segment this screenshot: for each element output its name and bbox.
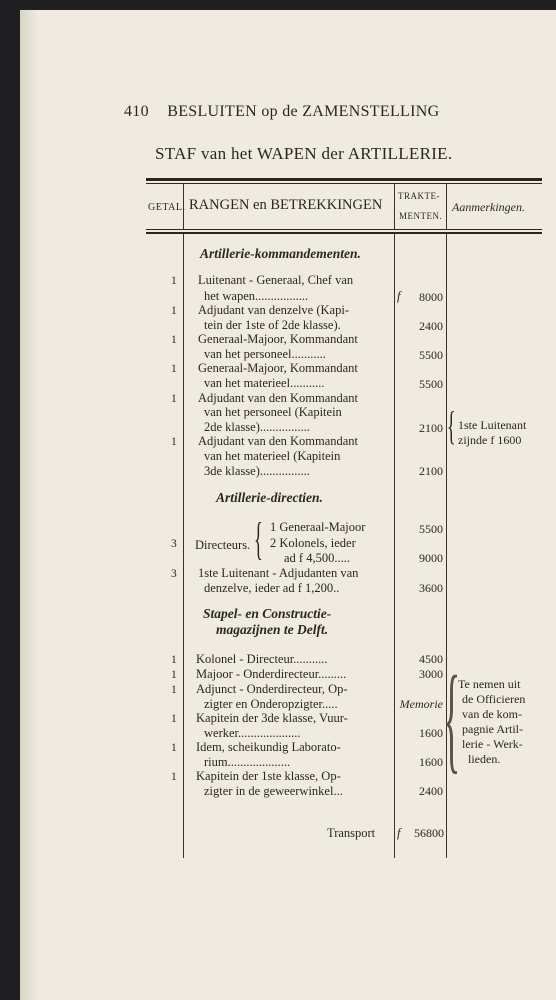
row-text: tein der 1ste of 2de klasse). — [204, 318, 341, 332]
row-text: Adjudant van den Kommandant — [198, 434, 359, 448]
salary-amount: 2100 — [419, 421, 443, 435]
row-text: van het materieel........... — [204, 376, 325, 390]
row-text: denzelve, ieder ad f 1,200.. — [204, 581, 340, 595]
column-header-salary-1: TRAKTE- — [398, 191, 440, 201]
column-header-ranks: RANGEN en BETREKKINGEN — [189, 197, 383, 213]
col-divider-3-head — [446, 184, 447, 229]
column-header-remarks: Aanmerkingen. — [452, 200, 525, 214]
row-text: Majoor - Onderdirecteur......... — [196, 667, 347, 681]
row-count: 1 — [171, 275, 177, 287]
row-text: Adjudant van den Kommandant — [198, 391, 359, 405]
row-text: Kapitein der 3de klasse, Vuur- — [196, 711, 348, 725]
salary-amount: 5500 — [419, 377, 443, 391]
row-count: 3 — [171, 538, 177, 550]
row-brace: { — [254, 513, 263, 564]
transport-label: Transport — [327, 826, 376, 840]
row-text: Kapitein der 1ste klasse, Op- — [196, 769, 341, 783]
row-text: Adjudant van denzelve (Kapi- — [198, 303, 349, 317]
remark-text: de Officieren — [462, 692, 526, 706]
row-count: 1 — [171, 393, 177, 405]
section-heading: magazijnen te Delft. — [216, 622, 329, 637]
table-title: STAF van het WAPEN der ARTILLERIE. — [155, 144, 453, 163]
header-rule-thin — [146, 229, 542, 230]
row-count: 1 — [171, 654, 177, 666]
row-text: 1 Generaal-Majoor — [270, 520, 366, 534]
row-count: 1 — [171, 436, 177, 448]
row-text: Generaal-Majoor, Kommandant — [198, 361, 358, 375]
top-rule-thick — [146, 178, 542, 181]
remark-text: 1ste Luitenant — [458, 418, 527, 432]
row-text: Adjunct - Onderdirecteur, Op- — [196, 682, 348, 696]
remark-text: van de kom- — [462, 707, 522, 721]
running-title: BESLUITEN op de ZAMENSTELLING — [167, 103, 440, 120]
salary-amount: 9000 — [419, 551, 443, 565]
remark-text: zijnde f 1600 — [458, 433, 522, 447]
salary-amount: 8000 — [419, 290, 443, 304]
col-divider-2-head — [394, 184, 395, 229]
row-count: 1 — [171, 684, 177, 696]
section-heading: Stapel- en Constructie- — [203, 606, 332, 621]
transport-amount: 56800 — [414, 826, 444, 840]
salary-amount: Memorie — [399, 697, 443, 711]
row-count: 1 — [171, 713, 177, 725]
row-text: werker.................... — [204, 726, 301, 740]
row-text: 2 Kolonels, ieder — [270, 536, 356, 550]
remark-text: pagnie Artil- — [462, 722, 523, 736]
note-brace: { — [443, 651, 461, 784]
row-count: 1 — [171, 771, 177, 783]
remark-text: Te nemen uit — [458, 677, 521, 691]
row-text: Kolonel - Directeur........... — [196, 652, 328, 666]
salary-amount: 2400 — [419, 784, 443, 798]
row-text: het wapen................. — [204, 289, 309, 303]
row-text: rium.................... — [204, 755, 291, 769]
currency-prefix: f — [397, 826, 401, 840]
row-text: zigter in de geweerwinkel... — [204, 784, 343, 798]
salary-amount: 2400 — [419, 319, 443, 333]
row-text: Idem, scheikundig Laborato- — [196, 740, 341, 754]
row-text: ad f 4,500..... — [284, 551, 350, 565]
salary-amount: 5500 — [419, 522, 443, 536]
remark-text: lieden. — [468, 752, 501, 766]
salary-amount: 2100 — [419, 464, 443, 478]
row-count: 1 — [171, 334, 177, 346]
top-rule-thin — [146, 183, 542, 184]
column-header-count: GETAL. — [148, 202, 186, 213]
header-rule-thick — [146, 232, 542, 234]
row-count: 1 — [171, 363, 177, 375]
row-text: 2de klasse)................ — [204, 420, 310, 434]
salary-amount: 4500 — [419, 652, 443, 666]
row-label: Directeurs. — [195, 538, 251, 552]
row-count: 3 — [171, 568, 177, 580]
row-count: 1 — [171, 742, 177, 754]
salary-amount: 3000 — [419, 667, 443, 681]
row-text: van het materieel (Kapitein — [204, 449, 341, 463]
salary-amount: 1600 — [419, 755, 443, 769]
row-count: 1 — [171, 305, 177, 317]
currency-prefix: f — [397, 289, 401, 303]
note-brace: { — [447, 403, 456, 448]
salary-amount: 1600 — [419, 726, 443, 740]
row-text: Generaal-Majoor, Kommandant — [198, 332, 358, 346]
salary-amount: 3600 — [419, 581, 443, 595]
section-heading: Artillerie-kommandementen. — [200, 246, 361, 261]
remark-text: lerie - Werk- — [462, 737, 523, 751]
row-text: van het personeel (Kapitein — [204, 405, 342, 419]
page-number: 410 — [124, 103, 149, 120]
row-text: zigter en Onderopzigter..... — [204, 697, 338, 711]
running-header — [124, 103, 439, 121]
row-text: 1ste Luitenant - Adjudanten van — [198, 566, 359, 580]
col-divider-1 — [183, 234, 184, 858]
page-spine-shadow — [20, 10, 38, 1000]
salary-amount: 5500 — [419, 348, 443, 362]
row-text: van het personeel........... — [204, 347, 326, 361]
column-header-salary-2: MENTEN. — [399, 211, 443, 221]
section-heading: Artillerie-directien. — [216, 490, 323, 505]
row-count: 1 — [171, 669, 177, 681]
row-text: Luitenant - Generaal, Chef van — [198, 273, 354, 287]
row-text: 3de klasse)................ — [204, 464, 310, 478]
